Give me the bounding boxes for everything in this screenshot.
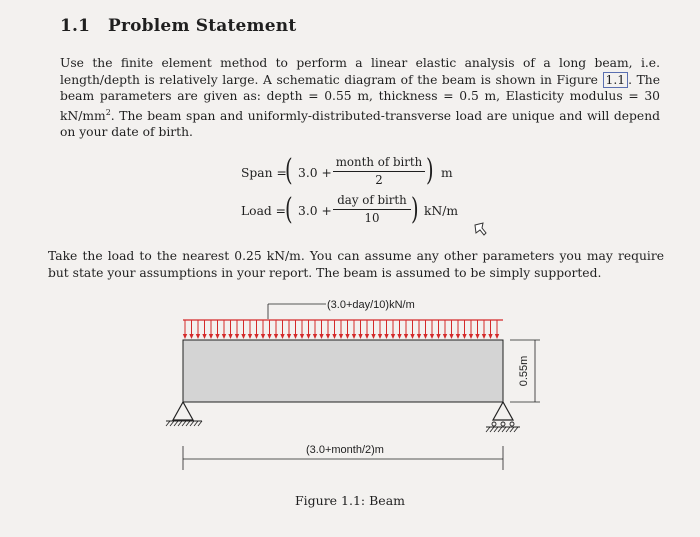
span-equation-base: 3.0 + bbox=[298, 166, 332, 180]
load-arrowhead bbox=[274, 334, 278, 339]
load-arrowhead bbox=[430, 334, 434, 339]
load-arrowhead bbox=[254, 334, 258, 339]
hatch-line bbox=[198, 421, 202, 426]
load-arrowhead bbox=[462, 334, 466, 339]
span-numerator: month of birth bbox=[335, 155, 423, 169]
load-arrowhead bbox=[482, 334, 486, 339]
hatch-line bbox=[498, 427, 502, 432]
hatch-line bbox=[170, 421, 174, 426]
load-arrowhead bbox=[436, 334, 440, 339]
ground-hatch bbox=[486, 427, 518, 432]
load-equation-base: 3.0 + bbox=[298, 204, 332, 218]
load-arrowhead bbox=[326, 334, 330, 339]
load-arrowhead bbox=[183, 334, 187, 339]
roller-wheel bbox=[501, 422, 505, 426]
hatch-line bbox=[514, 427, 518, 432]
load-arrowhead bbox=[267, 334, 271, 339]
load-unit: kN/m bbox=[424, 204, 459, 218]
hatch-line bbox=[194, 421, 198, 426]
load-arrowhead bbox=[313, 334, 317, 339]
figure-caption: Figure 1.1: Beam bbox=[294, 493, 406, 508]
load-arrowhead bbox=[469, 334, 473, 339]
load-arrowhead bbox=[371, 334, 375, 339]
paragraph-text-3: . The beam span and uniformly-distributed-transverse load are unique and will depend on your date of birth. bbox=[60, 108, 660, 140]
load-arrowhead bbox=[365, 334, 369, 339]
load-arrowhead bbox=[391, 334, 395, 339]
load-arrowhead bbox=[397, 334, 401, 339]
hatch-line bbox=[510, 427, 514, 432]
depth-label: 0.55m bbox=[517, 355, 530, 387]
hatch-line bbox=[166, 421, 170, 426]
hatch-line bbox=[174, 421, 178, 426]
left-paren: ( bbox=[285, 192, 293, 227]
load-arrowhead bbox=[196, 334, 200, 339]
load-arrowhead bbox=[410, 334, 414, 339]
load-arrowhead bbox=[404, 334, 408, 339]
load-arrowhead bbox=[235, 334, 239, 339]
load-arrowhead bbox=[209, 334, 213, 339]
hatch-line bbox=[502, 427, 506, 432]
load-arrowhead bbox=[215, 334, 219, 339]
hatch-line bbox=[182, 421, 186, 426]
load-arrowhead bbox=[488, 334, 492, 339]
load-arrowhead bbox=[417, 334, 421, 339]
span-label: (3.0+month/2)m bbox=[306, 444, 384, 456]
paragraph-text-2: . The beam parameters are given as: depth = 0.55 m, thickness = 0.5 m, Elasticity modulus = 30 kN/mm bbox=[60, 72, 660, 123]
hatch-line bbox=[490, 427, 494, 432]
load-arrowhead bbox=[378, 334, 382, 339]
distributed-load bbox=[183, 320, 503, 339]
beam bbox=[183, 340, 503, 402]
load-arrowhead bbox=[228, 334, 232, 339]
load-arrowhead bbox=[449, 334, 453, 339]
hatch-line bbox=[190, 421, 194, 426]
load-arrowhead bbox=[495, 334, 499, 339]
load-arrowhead bbox=[332, 334, 336, 339]
right-paren: ) bbox=[426, 153, 434, 188]
load-arrowhead bbox=[241, 334, 245, 339]
load-arrowhead bbox=[345, 334, 349, 339]
hatch-line bbox=[486, 427, 490, 432]
load-arrowhead bbox=[423, 334, 427, 339]
load-label: (3.0+day/10)kN/m bbox=[327, 299, 415, 311]
load-arrowhead bbox=[300, 334, 304, 339]
figure-reference-link[interactable]: 1.1 bbox=[603, 72, 629, 88]
left-paren: ( bbox=[285, 153, 293, 188]
load-paragraph: Take the load to the nearest 0.25 kN/m. You can assume any other parameters you may require but state your assumptions in your report. The beam is assumed to be simply supported. bbox=[48, 249, 664, 280]
right-paren: ) bbox=[411, 192, 419, 227]
fraction-bar bbox=[333, 209, 411, 210]
span-fraction bbox=[333, 155, 425, 187]
load-arrowhead bbox=[280, 334, 284, 339]
ground-hatch bbox=[166, 421, 202, 426]
load-arrowhead bbox=[261, 334, 265, 339]
span-unit: m bbox=[441, 166, 453, 180]
load-equation-lhs: Load = bbox=[241, 204, 286, 218]
load-arrowhead bbox=[293, 334, 297, 339]
load-arrowhead bbox=[319, 334, 323, 339]
span-denominator: 2 bbox=[375, 173, 383, 187]
load-arrowhead bbox=[456, 334, 460, 339]
superscript: 2 bbox=[105, 107, 111, 117]
load-arrowhead bbox=[358, 334, 362, 339]
hatch-line bbox=[186, 421, 190, 426]
hatch-line bbox=[494, 427, 498, 432]
load-arrowhead bbox=[248, 334, 252, 339]
load-arrowhead bbox=[352, 334, 356, 339]
mouse-pointer-icon bbox=[474, 222, 488, 238]
load-fraction bbox=[333, 193, 411, 225]
load-arrowhead bbox=[202, 334, 206, 339]
load-arrowhead bbox=[222, 334, 226, 339]
load-arrowhead bbox=[306, 334, 310, 339]
roller-wheel bbox=[510, 422, 514, 426]
load-arrowhead bbox=[475, 334, 479, 339]
load-arrowhead bbox=[443, 334, 447, 339]
load-numerator: day of birth bbox=[337, 193, 407, 207]
load-arrowhead bbox=[384, 334, 388, 339]
section-heading bbox=[60, 16, 296, 36]
paragraph-text-1: Use the finite element method to perform a linear elastic analysis of a long beam, i.e. length/depth is relatively large. A schematic diagram of the beam is shown in Figure bbox=[60, 56, 660, 87]
pin-support bbox=[173, 402, 193, 420]
load-arrowhead bbox=[339, 334, 343, 339]
load-arrowhead bbox=[287, 334, 291, 339]
roller-wheel bbox=[492, 422, 496, 426]
problem-paragraph bbox=[60, 55, 660, 141]
fraction-bar bbox=[333, 171, 425, 172]
section-number: 1.1 bbox=[60, 16, 91, 36]
beam-figure bbox=[0, 290, 700, 490]
roller-support bbox=[493, 402, 513, 420]
span-equation-lhs: Span = bbox=[241, 166, 287, 180]
load-arrowhead bbox=[189, 334, 193, 339]
hatch-line bbox=[506, 427, 510, 432]
section-title: Problem Statement bbox=[108, 16, 297, 36]
load-denominator: 10 bbox=[364, 211, 380, 225]
hatch-line bbox=[178, 421, 182, 426]
